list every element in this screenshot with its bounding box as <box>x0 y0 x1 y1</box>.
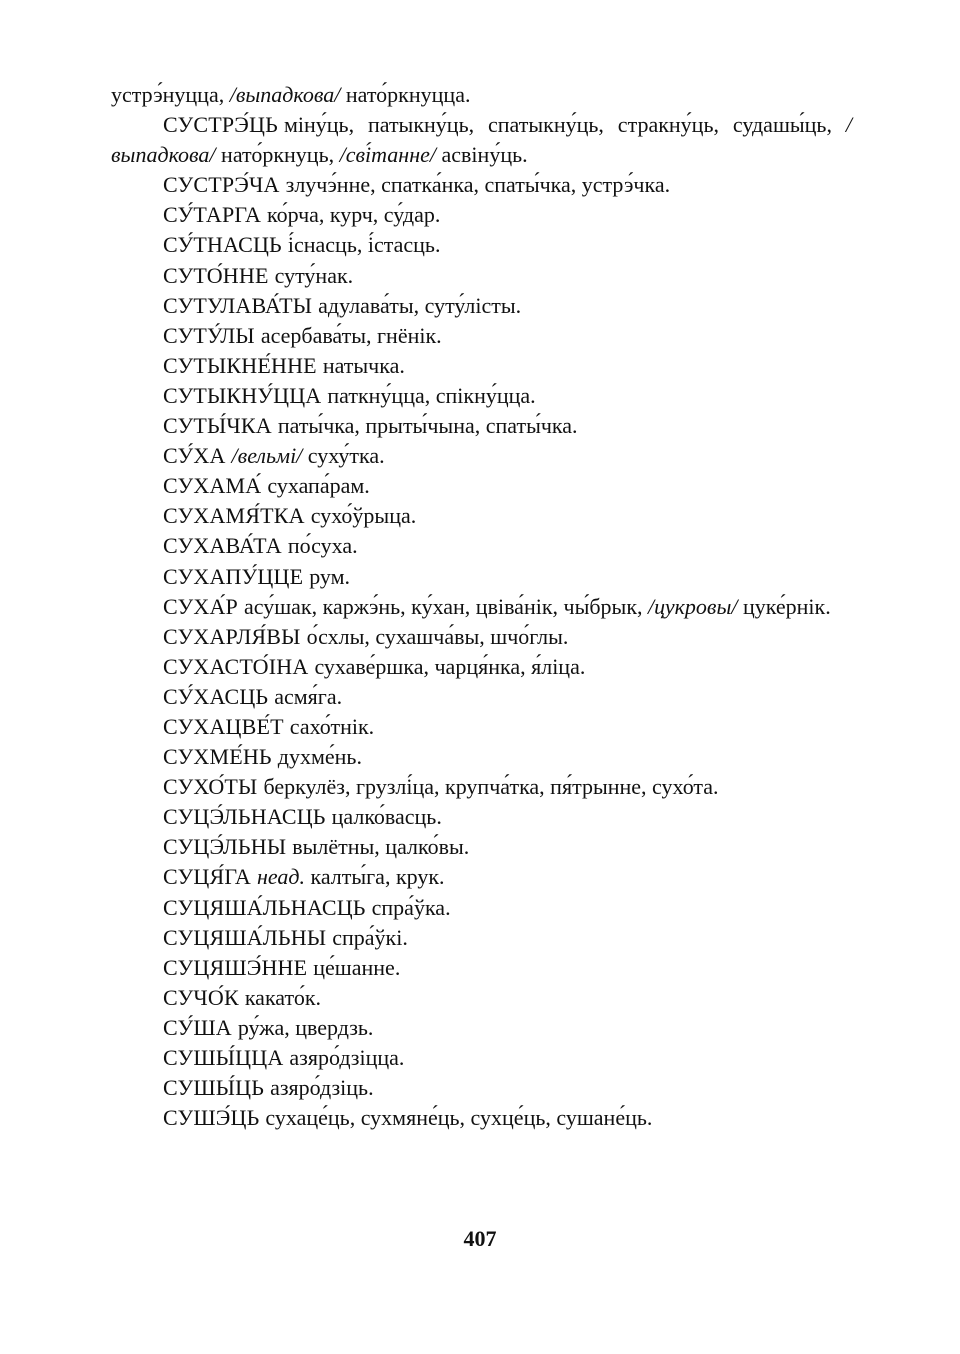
entry-usage-note: неад. <box>256 864 305 890</box>
entry-headword: СУХАМЯ́ТКА <box>163 503 305 529</box>
entry-headword: СУХМЕ́НЬ <box>163 744 272 770</box>
entry-usage-note: /выпадкова/ <box>111 112 852 168</box>
entry-headword: СУ́ХА <box>163 443 226 469</box>
entry-synonyms: паты́чка, прыты́чына, спаты́чка. <box>277 413 578 439</box>
dictionary-entry <box>111 592 852 622</box>
entry-synonyms: нато́ркнуць, <box>215 142 340 168</box>
entry-synonyms: асербава́ты, гнёнік. <box>260 322 442 348</box>
dictionary-entry <box>111 893 852 923</box>
dictionary-entry <box>111 742 852 772</box>
dictionary-entry <box>111 682 852 712</box>
entry-synonyms: устрэ́нуцца, <box>111 82 230 107</box>
entry-synonyms: спра́ўка. <box>371 894 451 920</box>
dictionary-entry <box>111 170 852 200</box>
dictionary-entry <box>111 1073 852 1103</box>
dictionary-entry <box>111 622 852 652</box>
dictionary-entry <box>111 772 852 802</box>
dictionary-entry <box>111 531 852 561</box>
entry-synonyms: калты́га, крук. <box>304 864 445 890</box>
entry-synonyms: азяро́дзіцца. <box>289 1045 405 1070</box>
entry-synonyms: сахо́тнік. <box>289 713 375 739</box>
entry-headword: СУЧО́К <box>163 984 239 1010</box>
entry-headword: СУХАРЛЯ́ВЫ <box>163 623 301 649</box>
dictionary-entry <box>111 261 852 291</box>
entry-headword: СУХАВА́ТА <box>163 533 282 559</box>
dictionary-entry <box>111 1013 852 1043</box>
dictionary-entry <box>111 562 852 592</box>
dictionary-entry <box>111 1103 852 1133</box>
entry-headword: СУЦЯША́ЛЬНЫ <box>163 924 327 950</box>
page-number: 407 <box>463 1226 497 1251</box>
dictionary-entry <box>111 110 852 170</box>
entry-synonyms: нато́ркнуцца. <box>340 82 471 107</box>
entry-synonyms: адулава́ты, суту́лісты. <box>318 292 522 318</box>
entry-headword: СУСТРЭ́ЦЬ <box>163 112 278 138</box>
entry-headword: СУХАЦВЕ́Т <box>163 713 284 739</box>
entry-synonyms: суту́нак. <box>274 262 354 288</box>
dictionary-entry <box>111 923 852 953</box>
entry-headword: СУХА́Р <box>163 593 238 619</box>
dictionary-entry <box>111 230 852 260</box>
entry-headword: СУШЫ́ЦЬ <box>163 1075 265 1101</box>
entry-headword: СУХАСТО́ІНА <box>163 653 309 679</box>
entry-headword: СУТО́ННЕ <box>163 262 269 288</box>
entry-synonyms: ру́жа, цвердзь. <box>237 1014 374 1040</box>
entry-headword: СУТЫКНУ́ЦЦА <box>163 382 322 408</box>
entry-synonyms: вылётны, цалко́вы. <box>292 834 470 860</box>
entry-headword: СУХО́ТЫ <box>163 774 258 800</box>
entry-synonyms: беркулёз, грузлі́ца, крупча́тка, пя́трынне, сухо́та. <box>263 774 719 800</box>
entry-headword: СУШЫ́ЦЦА <box>163 1045 284 1070</box>
entry-usage-note: /сві́танне/ <box>339 142 437 168</box>
entry-synonyms: ко́рча, курч, су́дар. <box>267 202 441 228</box>
entry-synonyms: асмя́га. <box>274 683 343 709</box>
entry-synonyms: духме́нь. <box>277 744 362 770</box>
entry-synonyms: сухапа́рам. <box>267 473 370 499</box>
entry-synonyms: цалко́васць. <box>331 804 442 830</box>
entry-synonyms: сухаве́ршка, чарця́нка, я́ліца. <box>314 653 586 679</box>
dictionary-entry <box>111 321 852 351</box>
entry-headword: СУТЫКНЕ́ННЕ <box>163 352 317 378</box>
entry-headword: СУСТРЭ́ЧА <box>163 172 280 198</box>
entry-synonyms: асвіну́ць. <box>436 142 528 168</box>
entry-synonyms: сухаце́ць, сухмяне́ць, сухце́ць, сушане́ць. <box>265 1105 653 1131</box>
entry-synonyms: асу́шак, каржэ́нь, ку́хан, цвіва́нік, чы́брык, <box>243 593 649 619</box>
entry-headword: СУТУЛАВА́ТЫ <box>163 292 313 318</box>
dictionary-entry <box>111 802 852 832</box>
entry-headword: СУЦЭ́ЛЬНЫ <box>163 834 287 860</box>
dictionary-entry <box>111 1043 852 1073</box>
entry-synonyms: натычка. <box>322 352 405 378</box>
dictionary-entry <box>111 381 852 411</box>
entry-usage-note: /вельмі/ <box>231 443 303 469</box>
dictionary-entry <box>111 411 852 441</box>
dictionary-entry <box>111 441 852 471</box>
entry-synonyms: спра́ўкі. <box>332 924 408 950</box>
entry-synonyms: какато́к. <box>244 984 322 1010</box>
dictionary-entry <box>111 291 852 321</box>
entry-synonyms: цуке́рнік. <box>737 593 831 619</box>
entry-synonyms: міну́ць, патыкну́ць, спатыкну́ць, стракну́ць, судашы́ць, <box>283 112 846 138</box>
entry-usage-note: /выпадкова/ <box>229 82 341 107</box>
entry-headword: СУ́ТАРГА <box>163 202 262 228</box>
entry-synonyms: злучэ́нне, спатка́нка, спаты́чка, устрэ́чка. <box>285 172 671 198</box>
entry-headword: СУ́ША <box>163 1014 232 1040</box>
entry-headword: СУ́ТНАСЦЬ <box>163 232 282 258</box>
entry-synonyms: азяро́дзіць. <box>270 1075 374 1101</box>
dictionary-entry <box>111 501 852 531</box>
entry-headword: СУШЭ́ЦЬ <box>163 1105 260 1131</box>
entry-synonyms: о́схлы, сухашча́вы, шчо́глы. <box>306 623 569 649</box>
entry-headword: СУЦЭ́ЛЬНАСЦЬ <box>163 804 326 830</box>
entry-headword: СУЦЯШЭ́ННЕ <box>163 954 308 980</box>
entry-headword: СУТЫ́ЧКА <box>163 413 272 439</box>
entry-continuation <box>111 80 852 110</box>
entry-synonyms: по́суха. <box>287 533 358 559</box>
entry-synonyms: рум. <box>309 563 351 589</box>
dictionary-entry <box>111 953 852 983</box>
entry-usage-note: /цукровы/ <box>648 593 738 619</box>
dictionary-entries <box>111 80 852 1133</box>
dictionary-entry <box>111 983 852 1013</box>
dictionary-entry <box>111 712 852 742</box>
entry-headword: СУЦЯ́ГА <box>163 864 251 890</box>
entry-synonyms: паткну́цца, спікну́цца. <box>327 382 536 408</box>
entry-headword: СУХАМА́ <box>163 473 262 499</box>
entry-headword: СУТУ́ЛЫ <box>163 322 255 348</box>
entry-synonyms: сухо́ўрыца. <box>310 503 417 529</box>
entry-synonyms: і́снасць, і́стасць. <box>287 232 441 258</box>
dictionary-entry <box>111 862 852 892</box>
dictionary-entry <box>111 471 852 501</box>
dictionary-entry <box>111 832 852 862</box>
dictionary-entry <box>111 652 852 682</box>
entry-synonyms: це́шанне. <box>313 954 401 980</box>
dictionary-entry <box>111 200 852 230</box>
entry-headword: СУХАПУ́ЦЦЕ <box>163 563 304 589</box>
dictionary-entry <box>111 351 852 381</box>
entry-synonyms: суху́тка. <box>302 443 385 469</box>
entry-headword: СУЦЯША́ЛЬНАСЦЬ <box>163 894 366 920</box>
entry-headword: СУ́ХАСЦЬ <box>163 683 269 709</box>
